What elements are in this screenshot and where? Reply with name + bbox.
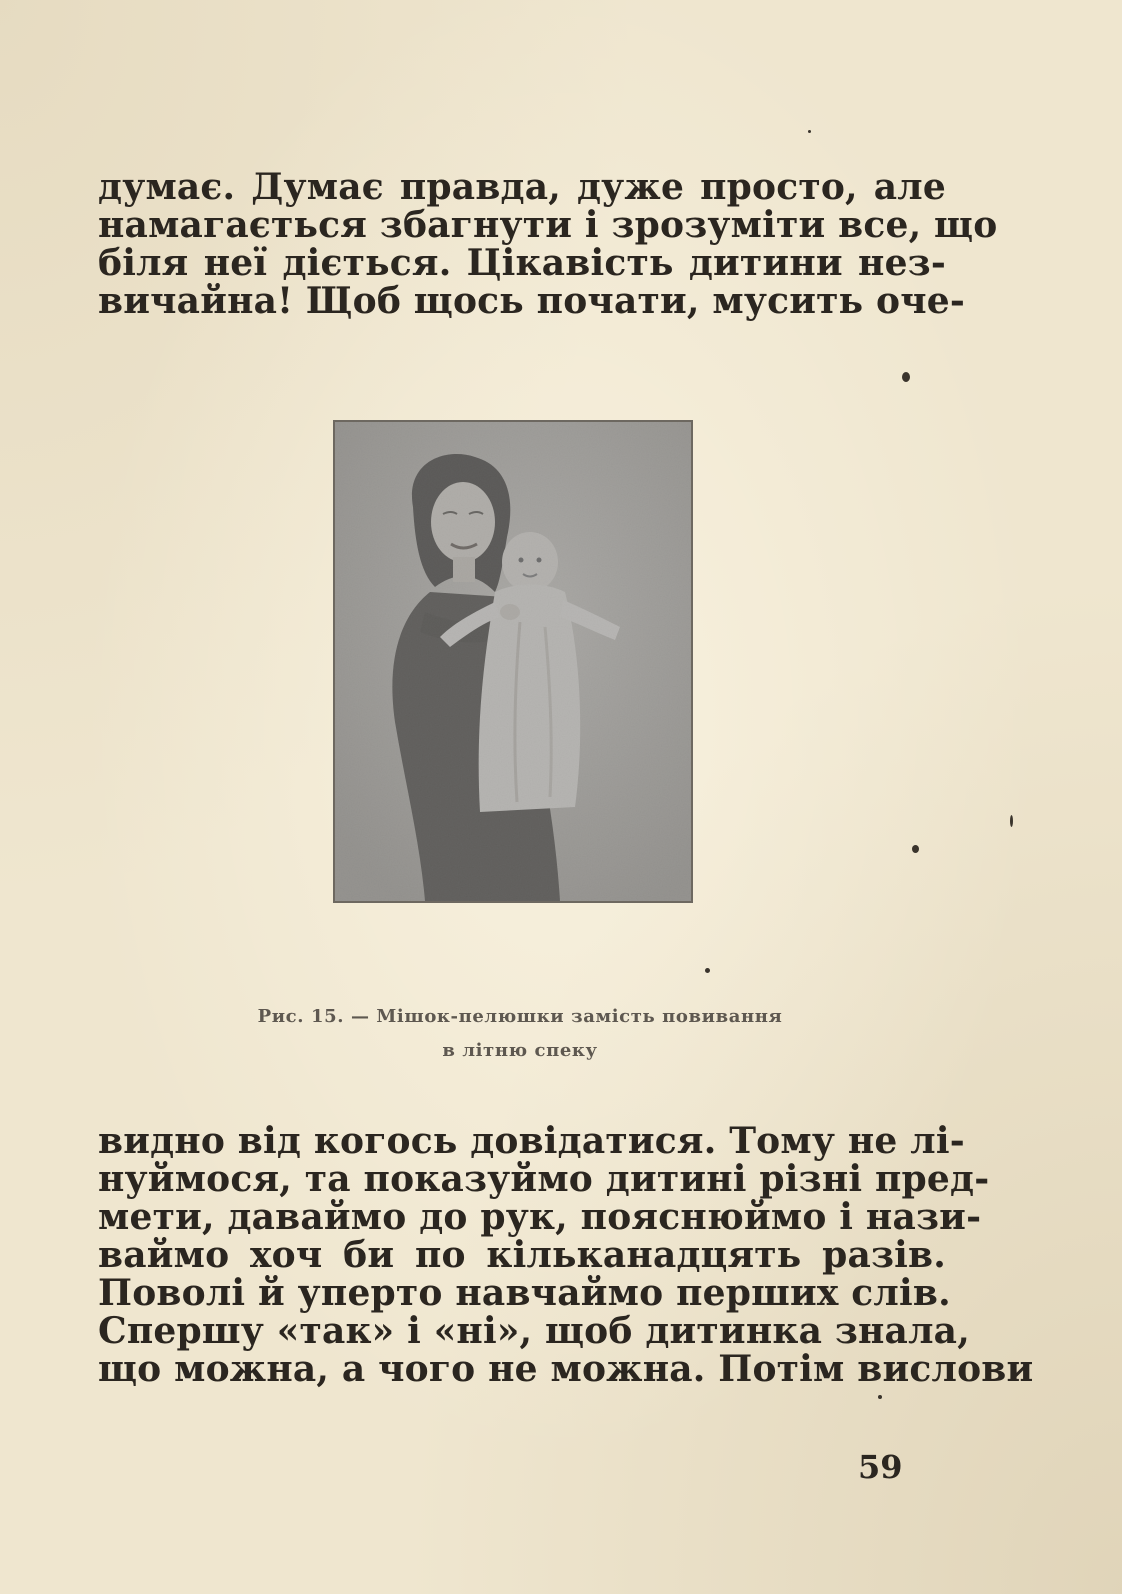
text-line: думає. Думає правда, дуже просто, але [98, 166, 946, 208]
top-paragraph [98, 166, 998, 322]
page-number: 59 [858, 1448, 903, 1486]
print-speck [878, 1395, 882, 1399]
text-line: біля неї діється. Цікавість дитини нез- [98, 242, 946, 284]
text-line: мети, даваймо до рук, пояснюймо і нази- [98, 1196, 982, 1238]
print-speck [902, 372, 910, 382]
text-line: видно від когось довідатися. Тому не лі- [98, 1120, 965, 1162]
caption-line: в літню спеку [442, 1040, 598, 1061]
bottom-paragraph [98, 1120, 1034, 1390]
text-line: Спершу «так» і «ні», щоб дитинка знала, [98, 1310, 970, 1352]
print-speck [808, 130, 811, 133]
text-line: Поволі й уперто навчаймо перших слів. [98, 1272, 951, 1314]
figure-caption [160, 1000, 880, 1068]
text-line: що можна, а чого не можна. Потім вислови [98, 1348, 1034, 1390]
print-speck [705, 968, 710, 973]
text-line: нуймося, та показуймо дитині різні пред- [98, 1158, 990, 1200]
print-speck [912, 845, 919, 853]
photo-illustration [335, 422, 691, 901]
print-speck [1010, 815, 1013, 827]
text-line: вичайна! Щоб щось почати, мусить оче- [98, 280, 965, 322]
text-line: намагається збагнути і зрозуміти все, що [98, 204, 998, 246]
caption-line: Рис. 15. — Мішок-пелюшки замість повивання [257, 1006, 783, 1027]
photo-mother-with-baby [333, 420, 693, 903]
text-line: ваймо хоч би по кільканадцять разів. [98, 1234, 946, 1276]
